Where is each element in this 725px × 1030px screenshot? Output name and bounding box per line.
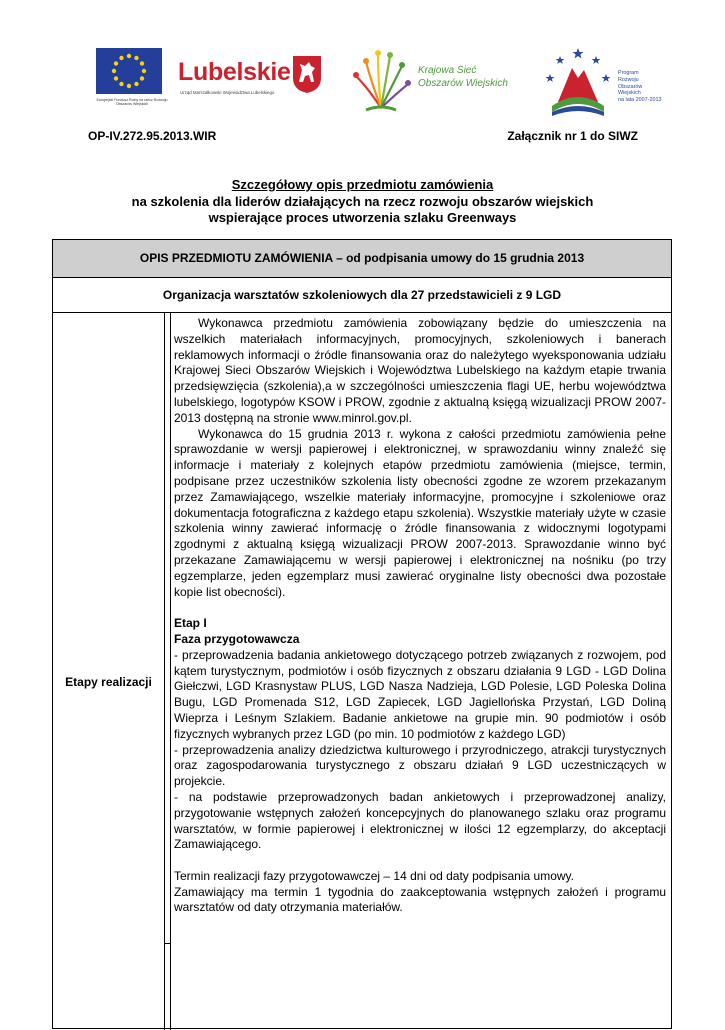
prow-line: Rozwoju <box>618 76 639 83</box>
prow-line: Wiejskich <box>618 90 641 97</box>
title-line3: wspierające proces utworzenia szlaku Greenways <box>208 210 517 225</box>
logos-row <box>86 44 666 124</box>
attachment-label: Załącznik nr 1 do SIWZ <box>507 129 638 143</box>
title-line1: Szczegółowy opis przedmiotu zamówienia <box>231 177 494 192</box>
ksow-emblem-icon <box>348 48 414 123</box>
prow-emblem-icon <box>538 44 618 125</box>
bullet-survey: - przeprowadzenia badania ankietowego dotyczącego potrzeb związanych z rozwojem, pod kątem turystycznym, podmiotów i osób fizycznych z obszaru działania 9 LGD - LGD Dolina Giełczwi, LGD Krasnystaw PLUS, LGD Nasza Nadzieja, LGD Polesie, LGD Poleska Dolina Bugu, LGD Promenada S12, LGD Zapiecek, LGD Jagiellońska Przystań, LGD Doliną Wieprza i Leśnym Szlakiem. Badanie ankietowe na grupie min. 90 podmiotów i osób fizycznych wybranych przez LGD (po min. 10 podmiotów z każdego LGD) <box>174 647 666 741</box>
table-subheader: Organizacja warsztatów szkoleniowych dla 27 przedstawicieli z 9 LGD <box>53 278 671 313</box>
prow-logo <box>538 44 668 120</box>
ksow-line2: Obszarów Wiejskich <box>418 78 508 89</box>
bullet-concept: - na podstawie przeprowadzonych badan ankietowych i przeprowadzonej analizy, przygotowanie wstępnych założeń koncepcyjnych do planowanego szlaku oraz programu warsztatów, w formie papierowej i elektronicznej w ilości 12 egzemplarzy, do akceptacji Zamawiającego. <box>174 789 666 852</box>
ksow-line1: Krajowa Sieć <box>418 65 477 76</box>
paragraph-branding: Wykonawca przedmiotu zamówienia zobowiązany będzie do umieszczenia na wszelkich materiałach informacyjnych, promocyjnych, szkoleniowych i banerach reklamowych informacji o źródle finansowania oraz do należytego wyeksponowania udziału Krajowej Sieci Obszarów Wiejskich i Województwa Lubelskiego na każdym etapie trwania przedsięwzięcia (szkolenia),a w szczególności umieszczenia flagi UE, herbu województwa lubelskiego, logotypów KSOW i PROW, zgodnie z aktualną księgą wizualizacji PROW 2007-2013 dostępną na stronie www.minrol.gov.pl. <box>174 316 666 425</box>
bullet-analysis: - przeprowadzenia analizy dziedzictwa kulturowego i przyrodniczego, atrakcji turystycznych oraz zagospodarowania turystycznego z obszaru działań 9 LGD uczestniczących w projekcie. <box>174 742 666 789</box>
description-table <box>52 239 672 1029</box>
spacer <box>174 600 666 616</box>
prow-line: Program <box>618 70 639 76</box>
stage-subtitle: Faza przygotowawcza <box>174 631 300 646</box>
inner-cell-divider <box>164 943 170 944</box>
stages-label: Etapy realizacji <box>65 675 152 689</box>
ksow-logo <box>348 48 533 118</box>
term-acceptance: Zamawiający ma termin 1 tygodnia do zaakceptowania wstępnych założeń i programu warsztatów od daty otrzymania materiałów. <box>174 884 666 915</box>
lubelskie-crest-icon <box>291 54 323 94</box>
lubelskie-logo <box>178 58 323 108</box>
title-line2: na szkolenia dla liderów działających na rzecz rozwoju obszarów wiejskich <box>131 193 594 209</box>
paragraph-report: Wykonawca do 15 grudnia 2013 r. wykona z całości przedmiotu zamówienia pełne sprawozdanie w wersji papierowej i elektronicznej, w sprawozdaniu winny znaleźć się informacje i materiały z kolejnych etapów przedmiotu zamówienia (miejsce, termin, podpisane przez uczestników szkolenia listy obecności zgodne ze wzorem przekazanym przez Zamawiającego, wszelkie materiały informacyjne, promocyjne i szkoleniowe oraz dokumentacja fotograficzna z każdego etapu szkolenia). Wszystkie materiały użyte w czasie szkolenia winny zawierać informację o źródle finansowania z widocznymi logotypami zgodnymi z aktualną księgą wizualizacji PROW 2007-2013. Sprawozdanie winno być przekazane Zamawiającemu w wersji papierowej i elektronicznej na nośniku (po trzy egzemplarze, jeden egzemplarz musi zawierać oryginalne listy obecności dwa pozostałe kopie list obecności). <box>174 426 666 599</box>
term-preparation: Termin realizacji fazy przygotowawczej – 14 dni od daty podpisania umowy. <box>174 868 574 883</box>
stage-title: Etap I <box>174 616 207 631</box>
spacer <box>174 853 666 869</box>
table-header: OPIS PRZEDMIOTU ZAMÓWIENIA – od podpisania umowy do 15 grudnia 2013 <box>53 240 671 278</box>
eu-logo <box>90 44 170 110</box>
document-title <box>60 177 665 227</box>
eu-caption: Europejski Fundusz Rolny na rzecz Rozwoju Obszarów Wiejskich <box>96 98 168 107</box>
prow-line: Obszarów <box>618 83 643 90</box>
stages-content <box>174 316 666 916</box>
reference-number: OP-IV.272.95.2013.WIR <box>88 129 217 143</box>
column-divider <box>164 313 165 1030</box>
column-divider-inner <box>170 313 171 1030</box>
ksow-text <box>418 64 508 90</box>
lubelskie-subtitle: Urząd Marszałkowski Województwa Lubelskiego <box>180 90 275 95</box>
lubelskie-name: Lubelskie <box>178 58 291 86</box>
eu-flag-icon <box>96 48 162 94</box>
prow-text <box>618 70 661 104</box>
prow-line: na lata 2007-2013 <box>618 97 662 104</box>
